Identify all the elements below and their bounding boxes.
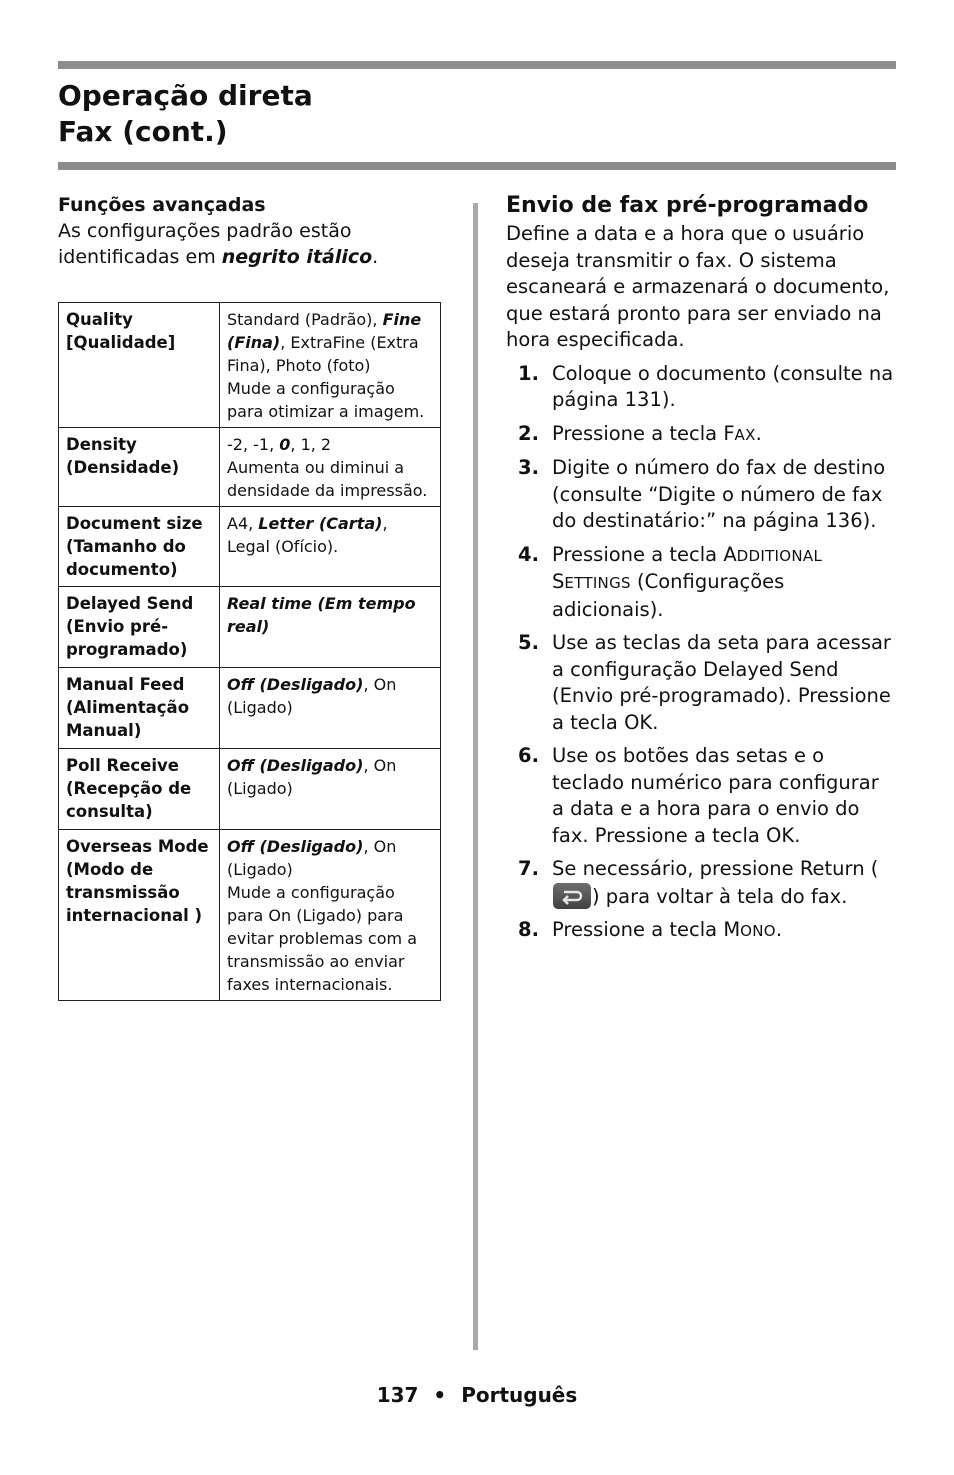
page-number: 137 xyxy=(376,1383,419,1407)
table-row xyxy=(59,428,441,507)
table-row xyxy=(59,587,441,668)
step-item xyxy=(506,542,896,624)
advanced-functions-heading: Funções avançadas xyxy=(58,194,266,216)
right-column xyxy=(506,192,896,952)
option-text: , Legal (Ofício). xyxy=(227,514,388,556)
step-text: Digite o número do fax de destino (consulte “Digite o número de fax do destinatário:” na página 136). xyxy=(552,456,886,532)
setting-name: Overseas Mode (Modo de transmissão internacional ) xyxy=(59,830,220,1001)
step-item xyxy=(506,917,896,945)
title-bottom-rule xyxy=(58,162,896,170)
title-line-2: Fax (cont.) xyxy=(58,115,228,148)
delayed-send-description: Define a data e a hora que o usuário deseja transmitir o fax. O sistema escaneará e armazenará o documento, que estará pronto para ser enviado na hora especificada. xyxy=(506,222,890,351)
step-item xyxy=(506,361,896,414)
key-name-rest: ETTINGS xyxy=(564,574,631,592)
setting-options xyxy=(220,587,441,668)
footer-language: Português xyxy=(461,1383,578,1407)
default-option: Fine (Fina) xyxy=(227,310,422,352)
step-text: Coloque o documento (consulte na página 131). xyxy=(552,361,894,411)
table-row xyxy=(59,507,441,587)
title-line-1: Operação direta xyxy=(58,79,313,112)
step-number: 5. xyxy=(518,631,539,654)
setting-name: Density (Densidade) xyxy=(59,428,220,507)
setting-options xyxy=(220,668,441,749)
setting-options xyxy=(220,830,441,1001)
default-option: Real time (Em tempo real) xyxy=(227,594,416,636)
step-number: 4. xyxy=(518,542,539,566)
table-row xyxy=(59,303,441,428)
option-text: , 1, 2 xyxy=(290,435,332,454)
step-number: 8. xyxy=(518,918,539,941)
step-number: 7. xyxy=(518,857,539,880)
option-text: Standard (Padrão), xyxy=(227,310,383,329)
setting-options xyxy=(220,507,441,587)
step-number: 6. xyxy=(518,744,539,767)
step-item xyxy=(506,856,896,910)
step-text: Use as teclas da seta para acessar a configuração Delayed Send (Envio pré-programado). Pressione a tecla OK. xyxy=(552,631,891,734)
option-text: -2, -1, xyxy=(227,435,280,454)
setting-name: Manual Feed (Alimentação Manual) xyxy=(59,668,220,749)
key-name-initial: A xyxy=(723,542,737,566)
key-name-initial: M xyxy=(723,918,741,941)
step-text: . xyxy=(775,918,783,941)
setting-name: Quality [Qualidade] xyxy=(59,303,220,428)
setting-name: Delayed Send (Envio pré-programado) xyxy=(59,587,220,668)
setting-options xyxy=(220,428,441,507)
return-icon xyxy=(553,883,591,909)
page-footer xyxy=(0,1381,954,1409)
step-text: Use os botões das setas e o teclado numérico para configurar a data e a hora para o envio do fax. Pressione a tecla OK. xyxy=(552,744,879,847)
step-text: Se necessário, pressione Return ( xyxy=(552,857,879,880)
key-name-rest: AX xyxy=(734,425,756,444)
option-text: , On (Ligado) xyxy=(227,756,397,798)
default-option: 0 xyxy=(279,435,291,454)
key-name-initial: F xyxy=(723,421,735,445)
step-item xyxy=(506,743,896,849)
setting-name: Document size (Tamanho do documento) xyxy=(59,507,220,587)
option-text: A4, xyxy=(227,514,259,533)
step-number: 3. xyxy=(518,456,539,479)
key-name-rest: ONO xyxy=(740,922,776,940)
step-text: . xyxy=(755,421,762,445)
default-option: Off (Desligado) xyxy=(227,675,364,694)
intro-emphasis: negrito itálico xyxy=(221,246,373,268)
defaults-intro: As configurações padrão estão identificadas em negrito itálico. xyxy=(58,220,379,268)
option-text: , On (Ligado) xyxy=(227,675,397,717)
step-item xyxy=(506,630,896,736)
step-text: Pressione a tecla xyxy=(552,421,724,445)
step-item xyxy=(506,421,896,449)
left-column xyxy=(58,192,443,270)
option-text: Mude a configuração para On (Ligado) para evitar problemas com a transmissão ao enviar faxes internacionais. xyxy=(227,883,417,994)
table-row xyxy=(59,749,441,830)
default-option: Off (Desligado) xyxy=(227,837,364,856)
top-rule xyxy=(58,61,896,69)
key-name-rest: DDITIONAL xyxy=(736,546,823,565)
column-divider xyxy=(473,203,478,1350)
option-text: , On (Ligado) xyxy=(227,837,397,879)
step-number: 2. xyxy=(518,421,539,445)
setting-name: Poll Receive (Recepção de consulta) xyxy=(59,749,220,830)
delayed-send-title: Envio de fax pré-programado xyxy=(506,193,869,218)
key-name-initial: S xyxy=(552,570,565,593)
default-option: Letter (Carta) xyxy=(258,514,383,533)
step-text: Pressione a tecla xyxy=(552,918,724,941)
table-row xyxy=(59,668,441,749)
step-number: 1. xyxy=(518,361,539,385)
option-text: Mude a configuração para otimizar a imagem. xyxy=(227,379,425,421)
step-item xyxy=(506,455,896,535)
page-title xyxy=(58,78,313,150)
steps-list xyxy=(506,361,896,945)
step-text: ) para voltar à tela do fax. xyxy=(592,884,848,908)
table-row xyxy=(59,830,441,1001)
footer-separator: • xyxy=(433,1383,447,1407)
setting-options xyxy=(220,303,441,428)
step-text: Pressione a tecla xyxy=(552,542,724,566)
setting-options xyxy=(220,749,441,830)
step-text: (Configurações adicionais). xyxy=(552,570,785,621)
option-text: , ExtraFine (Extra Fina), Photo (foto) xyxy=(227,333,419,375)
settings-table xyxy=(58,302,441,1001)
option-text: Aumenta ou diminui a densidade da impressão. xyxy=(227,458,428,500)
default-option: Off (Desligado) xyxy=(227,756,364,775)
